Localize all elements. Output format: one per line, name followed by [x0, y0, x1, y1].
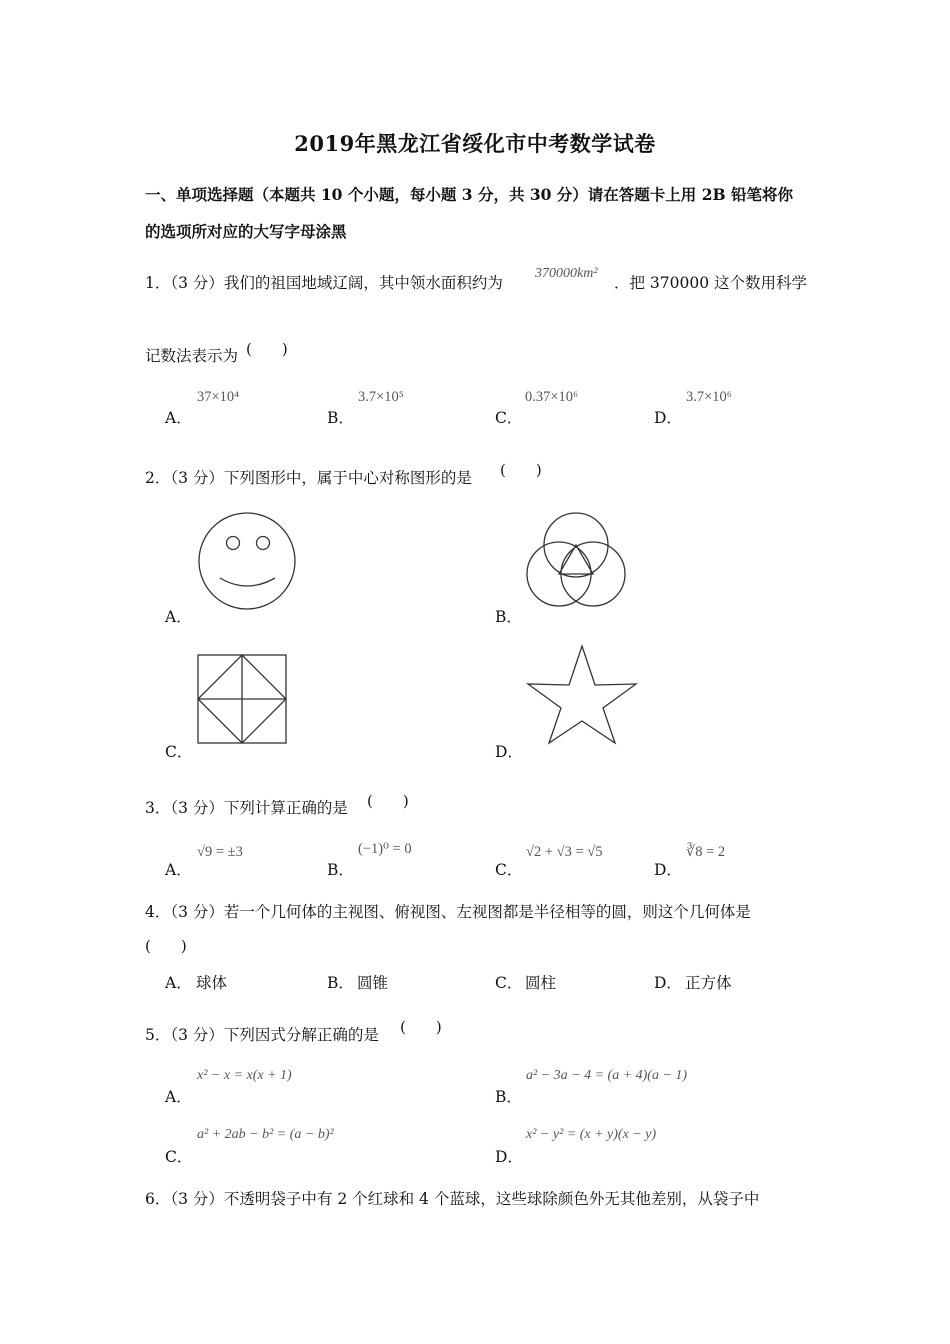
q1-option-d-label: D．: [654, 409, 682, 427]
q1-option-a-value: 37×10⁴: [197, 389, 240, 405]
q2-option-c-label: C．: [165, 743, 193, 761]
q3-option-b-value: (−1)⁰ = 0: [358, 841, 412, 857]
face-outline: [199, 513, 295, 609]
q3-option-c-label: C．: [495, 861, 523, 879]
q1-option-d-value: 3.7×10⁶: [686, 389, 732, 405]
page-title: 2019年黑龙江省绥化市中考数学试卷: [294, 131, 656, 156]
q3-option-b-label: B．: [327, 861, 354, 879]
q2-option-a-label: A．: [165, 608, 192, 626]
q6-text: 6．（3 分）不透明袋子中有 2 个红球和 4 个蓝球，这些球除颜色外无其他差别，从袋子中: [145, 1190, 760, 1208]
q1-option-b-label: B．: [327, 409, 354, 427]
section-heading-line1: 一、单项选择题（本题共 10 个小题，每小题 3 分，共 30 分）请在答题卡上用 2B 铅笔将你: [145, 185, 793, 204]
q4-option-d-value: 正方体: [685, 974, 732, 992]
star-figure: [526, 644, 638, 746]
q5-option-d-label: D．: [495, 1148, 523, 1166]
q4-option-c-value: 圆柱: [525, 974, 557, 992]
q3-option-a-label: A．: [165, 861, 192, 879]
q1-answer-paren: ( ): [246, 340, 288, 358]
q1-option-c-label: C．: [495, 409, 523, 427]
q1-text-b: ．把 370000 这个数用科学: [614, 274, 808, 292]
left-eye: [227, 537, 240, 550]
q1-option-c-value: 0.37×10⁶: [525, 389, 579, 405]
q4-option-a-value: 球体: [196, 974, 228, 992]
q4-text: 4．（3 分）若一个几何体的主视图、俯视图、左视图都是半径相等的圆，则这个几何体是: [145, 903, 751, 921]
q5-option-b-value: a² − 3a − 4 = (a + 4)(a − 1): [526, 1068, 688, 1083]
section-heading-line2: 的选项所对应的大写字母涂黑: [145, 222, 347, 241]
q1-option-a-label: A．: [165, 409, 192, 427]
q4-option-b-label: B．: [327, 974, 354, 992]
q1-text-a: 1．（3 分）我们的祖国地域辽阔，其中领水面积约为: [145, 274, 503, 292]
q4-answer-paren: ( ): [145, 937, 187, 955]
q2-option-d-label: D．: [495, 743, 523, 761]
q3-option-a-value: √9 = ±3: [197, 844, 243, 860]
five-point-star: [528, 646, 636, 743]
q4-option-d-label: D．: [654, 974, 682, 992]
q5-option-a-label: A．: [165, 1088, 192, 1106]
q3-option-d-label: D．: [654, 861, 682, 879]
q1-option-b-value: 3.7×10⁵: [358, 389, 404, 405]
q1-math: 370000km²: [535, 266, 598, 281]
q3-option-c-value: √2 + √3 = √5: [526, 844, 603, 860]
q5-answer-paren: ( ): [400, 1018, 442, 1036]
square-diamond-figure: [197, 654, 289, 746]
q2-text: 2．（3 分）下列图形中，属于中心对称图形的是: [145, 469, 472, 487]
q4-option-c-label: C．: [495, 974, 523, 992]
q2-option-b-label: B．: [495, 608, 522, 626]
q5-option-c-value: a² + 2ab − b² = (a − b)²: [197, 1127, 334, 1142]
q5-option-d-value: x² − y² = (x + y)(x − y): [526, 1127, 657, 1142]
q2-answer-paren: ( ): [500, 461, 542, 479]
q3-answer-paren: ( ): [367, 792, 409, 810]
smile-mouth: [220, 578, 275, 586]
q5-text: 5．（3 分）下列因式分解正确的是: [145, 1026, 379, 1044]
smiley-face-figure: [198, 512, 298, 612]
q3-option-d-value: ∛8 = 2: [686, 844, 726, 860]
q5-option-a-value: x² − x = x(x + 1): [197, 1068, 292, 1083]
q4-option-b-value: 圆锥: [357, 974, 389, 992]
q5-option-b-label: B．: [495, 1088, 522, 1106]
q5-option-c-label: C．: [165, 1148, 193, 1166]
q4-option-a-label: A．: [165, 974, 192, 992]
three-circles-figure: [525, 512, 629, 608]
q3-text: 3．（3 分）下列计算正确的是: [145, 799, 348, 817]
right-eye: [257, 537, 270, 550]
q1-text-c: 记数法表示为: [145, 347, 239, 365]
